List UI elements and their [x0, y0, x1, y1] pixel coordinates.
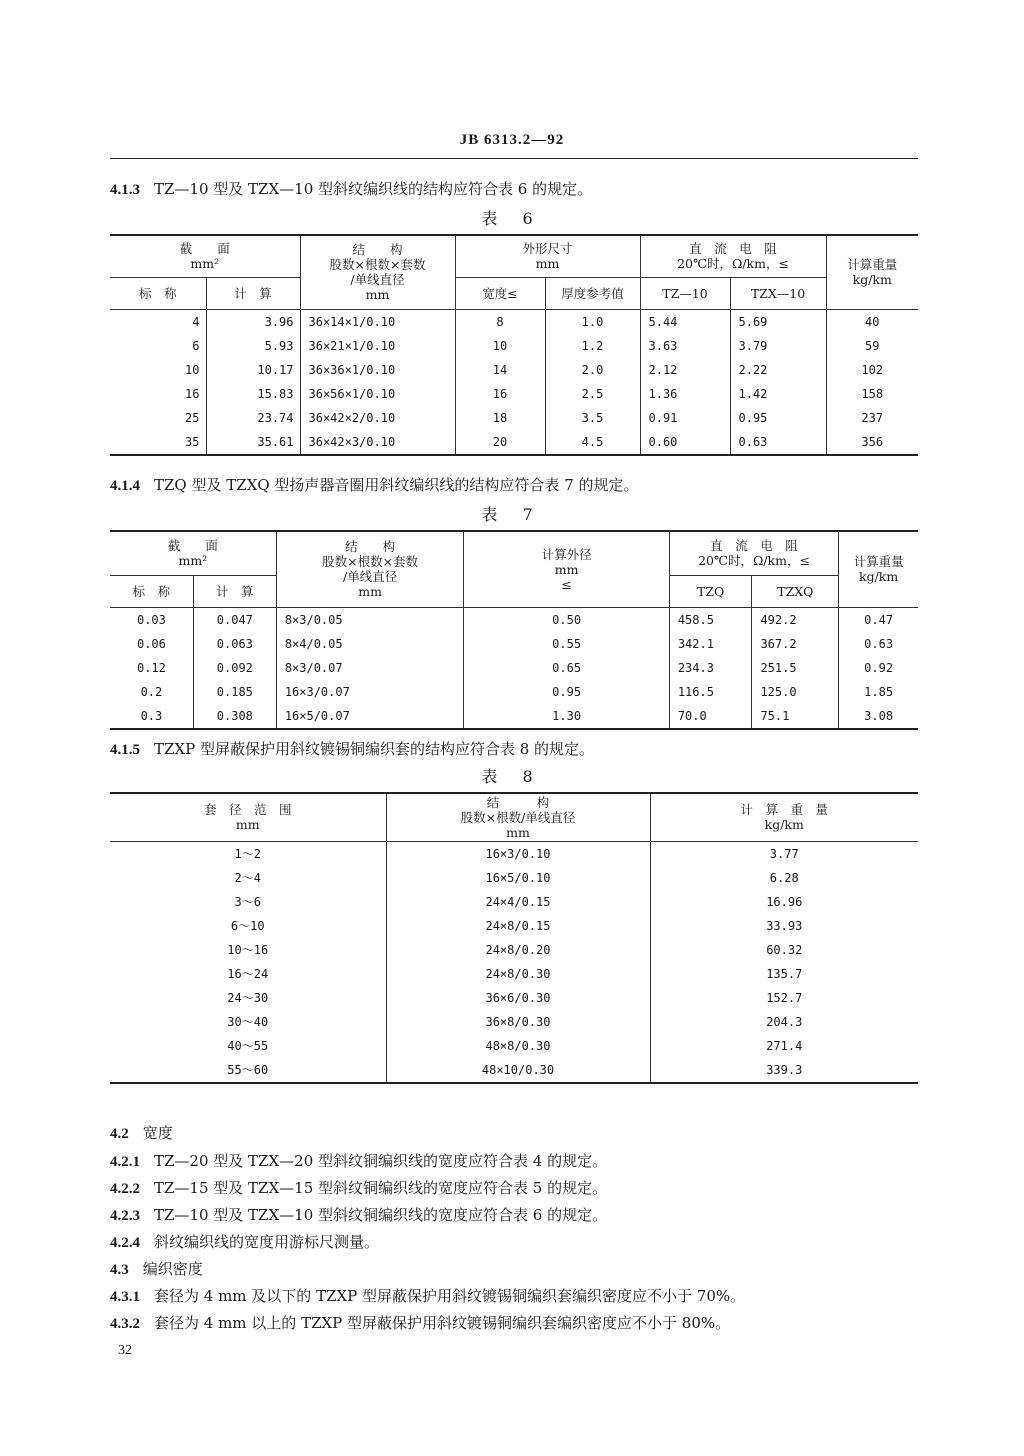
table-cell: 0.95	[464, 680, 669, 704]
table-row	[110, 680, 918, 704]
clause-4-2-2	[110, 1177, 607, 1198]
table-cell: 36×6/0.30	[386, 986, 650, 1010]
col-header-tzx10: TZX—10	[730, 277, 826, 309]
table-cell: 8	[455, 309, 545, 334]
table-cell: 16×5/0.10	[386, 866, 650, 890]
clause-text: 套径为 4 mm 以上的 TZXP 型屏蔽保护用斜纹镀锡铜编织套编织密度应不小于 80%。	[154, 1314, 731, 1332]
header-unit: mm	[506, 824, 530, 840]
col-header-tzq: TZQ	[669, 575, 752, 607]
table-cell: 20	[455, 430, 545, 455]
header-label: 直 流 电 阻	[710, 538, 798, 554]
table-cell: 234.3	[669, 656, 752, 680]
table-row	[110, 986, 918, 1010]
table-cell: 36×42×3/0.10	[300, 430, 455, 455]
table-cell: 10.17	[206, 358, 300, 382]
clause-4-1-4	[110, 474, 639, 495]
table-cell: 342.1	[669, 632, 752, 656]
header-unit: kg/km	[852, 272, 892, 288]
table-cell: 16～24	[227, 967, 269, 981]
table-cell: 3.5	[545, 406, 640, 430]
clause-number: 4.1.5	[110, 742, 140, 758]
clause-number: 4.1.4	[110, 478, 140, 494]
table-cell: 24～30	[227, 991, 269, 1005]
header-sub: 20℃时，Ω/km，≤	[677, 256, 789, 272]
clause-number: 4.2	[110, 1126, 129, 1142]
clause-number: 4.2.3	[110, 1208, 140, 1224]
table-cell: 3.96	[206, 309, 300, 334]
table-cell: 0.63	[730, 430, 826, 455]
table-cell: 492.2	[752, 607, 839, 632]
table-row	[110, 938, 918, 962]
table-cell: 0.308	[193, 704, 276, 729]
clause-4-2-3	[110, 1204, 607, 1225]
table-cell: 0.65	[464, 656, 669, 680]
table-cell: 3.08	[839, 704, 918, 729]
table-6	[110, 234, 918, 456]
col-header-structure	[386, 793, 650, 841]
table-cell: 0.03	[136, 612, 166, 627]
table-cell: 237	[826, 406, 918, 430]
table-row	[110, 406, 918, 430]
table-row	[110, 1058, 918, 1083]
table-cell: 24×8/0.30	[386, 962, 650, 986]
table-cell: 3.63	[640, 334, 730, 358]
table-row	[110, 382, 918, 406]
table-cell: 10	[185, 362, 200, 377]
header-label: 结 构	[486, 794, 550, 810]
table-cell: 356	[826, 430, 918, 455]
table-cell: 36×36×1/0.10	[300, 358, 455, 382]
table-cell: 25	[185, 410, 200, 425]
document-header: JB 6313.2—92	[459, 132, 565, 148]
table-cell: 0.047	[193, 607, 276, 632]
header-sub: ≤	[561, 576, 572, 592]
table-cell: 0.12	[136, 660, 166, 675]
table-cell: 8×3/0.07	[276, 656, 464, 680]
clause-4-3	[110, 1258, 203, 1279]
table-cell: 1.85	[839, 680, 918, 704]
table-cell: 35.61	[206, 430, 300, 455]
table-cell: 1.2	[545, 334, 640, 358]
header-unit: kg/km	[764, 817, 804, 833]
table-cell: 0.185	[193, 680, 276, 704]
table-row	[110, 334, 918, 358]
table-row	[110, 914, 918, 938]
header-unit: mm	[235, 817, 260, 833]
table-cell: 1.0	[545, 309, 640, 334]
table-cell: 271.4	[650, 1034, 918, 1058]
table-cell: 2～4	[234, 871, 261, 885]
table-cell: 40～55	[227, 1039, 269, 1053]
header-label: 计算外径	[541, 546, 592, 562]
header-label: 截 面	[179, 241, 230, 257]
col-header-structure	[300, 235, 455, 309]
col-header-section	[110, 235, 300, 277]
table-cell: 1.42	[730, 382, 826, 406]
header-sub: /单线直径	[343, 569, 398, 585]
clause-text: 套径为 4 mm 及以下的 TZXP 型屏蔽保护用斜纹镀锡铜编织套编织密度应不小于 70%。	[154, 1287, 746, 1305]
clause-text: TZQ 型及 TZXQ 型扬声器音圈用斜纹编织线的结构应符合表 7 的规定。	[154, 476, 639, 494]
table-cell: 3～6	[234, 895, 261, 909]
header-sub: /单线直径	[350, 272, 405, 288]
table7-body	[110, 607, 918, 729]
table-row	[110, 1034, 918, 1058]
table6-caption: 表 6	[481, 209, 543, 228]
clause-number: 4.3	[110, 1262, 129, 1278]
header-label: 直 流 电 阻	[689, 241, 777, 257]
col-header-dimensions	[455, 235, 640, 277]
clause-4-1-3	[110, 178, 592, 199]
table-cell: 18	[455, 406, 545, 430]
col-header-outer-diameter	[464, 531, 669, 607]
table-cell: 6～10	[230, 919, 265, 933]
header-label: 计算重量	[847, 257, 898, 273]
table-cell: 1.36	[640, 382, 730, 406]
col-header-thickness: 厚度参考值	[545, 277, 640, 309]
header-unit: mm	[554, 561, 579, 577]
table-cell: 10～16	[227, 943, 269, 957]
table-cell: 0.95	[730, 406, 826, 430]
header-label: 结 构	[345, 539, 396, 555]
header-sub: 股数×根数×套数	[329, 257, 426, 273]
clause-text: 斜纹编织线的宽度用游标尺测量。	[154, 1233, 380, 1251]
table-row	[110, 430, 918, 455]
col-header-tz10: TZ—10	[640, 277, 730, 309]
table-cell: 102	[826, 358, 918, 382]
table-cell: 5.69	[730, 309, 826, 334]
table-cell: 0.092	[193, 656, 276, 680]
header-label: 计 算 重 量	[740, 802, 828, 818]
table-cell: 5.44	[640, 309, 730, 334]
table-cell: 24×8/0.20	[386, 938, 650, 962]
clause-4-3-1	[110, 1285, 745, 1306]
page-number: 32	[118, 1343, 132, 1358]
table-cell: 0.3	[110, 704, 193, 729]
table-row	[110, 607, 918, 632]
clause-number: 4.3.1	[110, 1289, 140, 1305]
table-row	[110, 841, 918, 866]
col-header-calc: 计 算	[193, 575, 276, 607]
table-cell: 0.50	[464, 607, 669, 632]
clause-4-3-2	[110, 1312, 730, 1333]
table-row	[110, 866, 918, 890]
clause-number: 4.2.4	[110, 1235, 140, 1251]
table-cell: 36×56×1/0.10	[300, 382, 455, 406]
table-cell: 0.06	[136, 636, 166, 651]
table-cell: 24×4/0.15	[386, 890, 650, 914]
table-cell: 8×3/0.05	[276, 607, 464, 632]
table-cell: 36×42×2/0.10	[300, 406, 455, 430]
table-cell: 251.5	[752, 656, 839, 680]
table-cell: 0.2	[140, 684, 163, 699]
clause-text: TZ—20 型及 TZX—20 型斜纹铜编织线的宽度应符合表 4 的规定。	[154, 1152, 608, 1170]
table-cell: 59	[826, 334, 918, 358]
table-cell: 6.28	[650, 866, 918, 890]
table-row	[110, 704, 918, 729]
col-header-nominal: 标 称	[110, 575, 193, 607]
clause-4-2-4	[110, 1231, 379, 1252]
col-header-weight	[826, 235, 918, 309]
table-cell: 16	[185, 386, 200, 401]
clause-text: TZXP 型屏蔽保护用斜纹镀锡铜编织套的结构应符合表 8 的规定。	[154, 740, 595, 758]
table-cell: 2.12	[640, 358, 730, 382]
col-header-range	[110, 793, 386, 841]
table-cell: 1.30	[464, 704, 669, 729]
table8-body	[110, 841, 918, 1083]
header-label: 套 径 范 围	[203, 802, 292, 818]
table-8	[110, 792, 918, 1084]
clause-4-2	[110, 1122, 173, 1143]
col-header-resistance	[640, 235, 826, 277]
table-cell: 33.93	[650, 914, 918, 938]
header-sub: 20℃时，Ω/km，≤	[698, 553, 810, 569]
table-row	[110, 632, 918, 656]
col-header-nominal: 标 称	[110, 277, 206, 309]
table-cell: 35	[110, 430, 206, 455]
table-row	[110, 656, 918, 680]
clause-4-2-1	[110, 1150, 607, 1171]
table6-body	[110, 309, 918, 455]
table8-caption: 表 8	[481, 767, 543, 786]
header-unit: mm²	[190, 256, 220, 272]
table-cell: 339.3	[650, 1058, 918, 1083]
table-cell: 0.92	[839, 656, 918, 680]
clause-4-1-5	[110, 738, 594, 759]
table-cell: 0.55	[464, 632, 669, 656]
header-unit: mm	[365, 287, 390, 303]
table-cell: 15.83	[206, 382, 300, 406]
table-cell: 36×14×1/0.10	[300, 309, 455, 334]
header-label: 计算重量	[853, 554, 904, 570]
table-cell: 70.0	[669, 704, 752, 729]
table-cell: 0.063	[193, 632, 276, 656]
table-cell: 4.5	[545, 430, 640, 455]
table-cell: 48×10/0.30	[386, 1058, 650, 1083]
table-cell: 116.5	[669, 680, 752, 704]
table-cell: 367.2	[752, 632, 839, 656]
col-header-width: 宽度≤	[455, 277, 545, 309]
clause-number: 4.2.1	[110, 1154, 140, 1170]
table-cell: 3.77	[650, 841, 918, 866]
header-label: 结 构	[352, 242, 403, 258]
table-cell: 75.1	[752, 704, 839, 729]
clause-text: TZ—10 型及 TZX—10 型斜纹铜编织线的宽度应符合表 6 的规定。	[154, 1206, 608, 1224]
table-cell: 16	[455, 382, 545, 406]
table-cell: 16×5/0.07	[276, 704, 464, 729]
header-rule	[110, 158, 918, 159]
table-cell: 1～2	[234, 847, 261, 861]
header-unit: mm²	[178, 553, 208, 569]
table-row	[110, 358, 918, 382]
table-cell: 16×3/0.10	[386, 841, 650, 866]
table-cell: 40	[826, 309, 918, 334]
table-cell: 36×8/0.30	[386, 1010, 650, 1034]
table-row	[110, 309, 918, 334]
header-unit: mm	[535, 256, 560, 272]
clause-text: TZ—15 型及 TZX—15 型斜纹铜编织线的宽度应符合表 5 的规定。	[154, 1179, 608, 1197]
table-cell: 458.5	[669, 607, 752, 632]
table-cell: 16×3/0.07	[276, 680, 464, 704]
table-cell: 0.63	[839, 632, 918, 656]
table-cell: 8×4/0.05	[276, 632, 464, 656]
table-cell: 204.3	[650, 1010, 918, 1034]
table-cell: 0.47	[839, 607, 918, 632]
table-cell: 4	[192, 314, 200, 329]
header-label: 外形尺寸	[522, 241, 573, 257]
table-row	[110, 962, 918, 986]
clause-number: 4.1.3	[110, 182, 140, 198]
table-cell: 36×21×1/0.10	[300, 334, 455, 358]
table-cell: 48×8/0.30	[386, 1034, 650, 1058]
col-header-weight	[650, 793, 918, 841]
clause-number: 4.3.2	[110, 1316, 140, 1332]
table-cell: 2.0	[545, 358, 640, 382]
table-cell: 0.91	[640, 406, 730, 430]
table-cell: 3.79	[730, 334, 826, 358]
col-header-calc: 计 算	[206, 277, 300, 309]
table-cell: 23.74	[206, 406, 300, 430]
table-cell: 14	[455, 358, 545, 382]
clause-number: 4.2.2	[110, 1181, 140, 1197]
table-cell: 16.96	[650, 890, 918, 914]
table7-caption: 表 7	[481, 505, 543, 524]
clause-text: 编织密度	[142, 1260, 203, 1278]
col-header-resistance	[669, 531, 838, 575]
col-header-tzxq: TZXQ	[752, 575, 839, 607]
col-header-weight	[839, 531, 918, 607]
table-cell: 0.60	[640, 430, 730, 455]
header-label: 截 面	[167, 538, 218, 554]
header-sub: 股数×根数×套数	[322, 554, 419, 570]
clause-text: TZ—10 型及 TZX—10 型斜纹编织线的结构应符合表 6 的规定。	[154, 180, 593, 198]
table-cell: 60.32	[650, 938, 918, 962]
header-unit: kg/km	[859, 569, 899, 585]
header-unit: mm	[358, 584, 382, 600]
table-row	[110, 1010, 918, 1034]
table-cell: 10	[455, 334, 545, 358]
table-cell: 135.7	[650, 962, 918, 986]
table-cell: 158	[826, 382, 918, 406]
table-cell: 2.5	[545, 382, 640, 406]
table-cell: 30～40	[227, 1015, 269, 1029]
table-cell: 55～60	[110, 1058, 386, 1083]
table-cell: 6	[192, 338, 200, 353]
table-cell: 125.0	[752, 680, 839, 704]
clause-text: 宽度	[142, 1124, 173, 1142]
header-sub: 股数×根数/单线直径	[460, 809, 576, 825]
col-header-section	[110, 531, 276, 575]
table-cell: 24×8/0.15	[386, 914, 650, 938]
table-7	[110, 530, 918, 730]
table-cell: 5.93	[206, 334, 300, 358]
table-cell: 152.7	[650, 986, 918, 1010]
table-row	[110, 890, 918, 914]
table-cell: 2.22	[730, 358, 826, 382]
col-header-structure	[276, 531, 464, 607]
